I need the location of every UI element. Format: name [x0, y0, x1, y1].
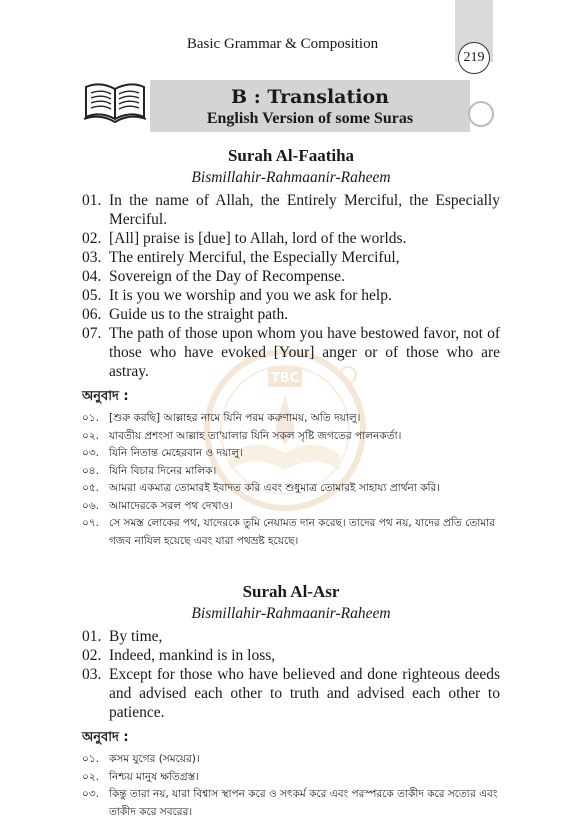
translation-number: ০৬.	[82, 499, 99, 512]
translation-item	[82, 428, 500, 446]
translation-text: যিনি নিতান্ত মেহেরবান ও দয়ালু।	[109, 447, 243, 459]
translation-text: কসম যুগের (সময়ের)।	[109, 753, 200, 765]
verse-list	[82, 191, 500, 381]
svg-text:TBC: TBC	[270, 371, 300, 386]
surah-title: Surah Al-Faatiha	[227, 146, 355, 165]
verse-text: It is you we worship and you we ask for help.	[109, 287, 392, 304]
verse-item	[82, 229, 500, 248]
verse-text: Except for those who have believed and done righteous deeds and advised each other to truth and advised each other to patience.	[109, 666, 500, 721]
verse-text: Sovereign of the Day of Recompense.	[109, 268, 345, 285]
translation-list	[82, 751, 500, 821]
translation-number: ০১.	[82, 753, 99, 765]
verse-text: Indeed, mankind is in loss,	[109, 647, 276, 664]
translation-number: ০১.	[82, 412, 99, 424]
verse-text: In the name of Allah, the Entirely Merciful, the Especially Merciful.	[109, 192, 500, 228]
section-subtitle: English Version of some Suras	[206, 110, 414, 127]
translation-number: ০৩.	[82, 447, 99, 459]
translation-text: [শুরু করছি] আল্লাহর নামে যিনি পরম করুণাময়, অতি দয়ালু।	[109, 412, 361, 424]
verse-item	[82, 267, 500, 286]
translation-text: যিনি বিচার দিনের মালিক।	[109, 464, 217, 477]
verse-text: The path of those upon whom you have bestowed favor, not of those who have evoked [Your] anger or of those who are astray.	[109, 325, 500, 380]
translation-item	[82, 445, 500, 463]
translation-heading: অনুবাদ :	[82, 730, 129, 745]
running-header: Basic Grammar & Composition	[186, 36, 379, 52]
translation-number: ০২.	[82, 770, 99, 783]
translation-number: ০২.	[82, 429, 99, 442]
bismillah-line: Bismillahir-Rahmaanir-Raheem	[191, 169, 391, 186]
verse-number: 03.	[82, 249, 102, 266]
verse-item	[82, 191, 500, 229]
verse-number: 01.	[82, 192, 102, 209]
verse-text: [All] praise is [due] to Allah, lord of the worlds.	[109, 230, 407, 247]
translation-text: কিন্তু তারা নয়, যারা বিশ্বাস স্থাপন করে ও সৎকর্ম করে এবং পরস্পরকে তাকীদ করে সত্যের এবং তাকীদ করে সবরের।	[109, 788, 498, 818]
translation-text: আমাদেরকে সরল পথ দেখাও।	[109, 499, 233, 512]
page-content	[82, 140, 500, 821]
open-book-icon	[82, 79, 148, 130]
verse-number: 07.	[82, 325, 102, 342]
verse-text: Guide us to the straight path.	[109, 306, 289, 323]
translation-item	[82, 410, 500, 428]
translation-text: সে সমস্ত লোকের পথ, যাদেরকে তুমি নেয়ামত দান করেছ। তাদের পথ নয়, যাদের প্রতি তোমার গজব নাযিল হয়েছে এবং যারা পথভ্রষ্ট হয়েছে।	[109, 517, 495, 547]
verse-number: 02.	[82, 230, 102, 247]
translation-item	[82, 480, 500, 498]
translation-number: ০৭.	[82, 517, 99, 529]
surah-title: Surah Al-Asr	[242, 582, 340, 601]
translation-list	[82, 410, 500, 550]
verse-item	[82, 286, 500, 305]
translation-text: যাবতীয় প্রশংসা আল্লাহ তা'য়ালার যিনি সকল সৃষ্টি জগতের পালনকর্তা।	[109, 429, 402, 442]
bismillah-line: Bismillahir-Rahmaanir-Raheem	[191, 605, 391, 622]
verse-item	[82, 646, 500, 665]
verse-item	[82, 665, 500, 722]
verse-list	[82, 627, 500, 722]
verse-number: 03.	[82, 666, 102, 683]
translation-number: ০৫.	[82, 482, 99, 494]
verse-item	[82, 627, 500, 646]
verse-number: 05.	[82, 287, 102, 304]
verse-number: 04.	[82, 268, 102, 285]
translation-text: নিশ্চয় মানুষ ক্ষতিগ্রস্ত।	[109, 770, 199, 783]
section-title: B : Translation	[231, 86, 389, 108]
banner-circle-ornament	[468, 101, 494, 127]
translation-item	[82, 769, 500, 787]
verse-item	[82, 305, 500, 324]
verse-text: The entirely Merciful, the Especially Merciful,	[109, 249, 400, 266]
verse-number: 01.	[82, 628, 102, 645]
translation-number: ০৪.	[82, 464, 99, 477]
translation-number: ০৩.	[82, 788, 99, 800]
translation-heading: অনুবাদ :	[82, 389, 129, 404]
verse-text: By time,	[109, 628, 163, 645]
translation-text: আমরা একমাত্র তোমারই ইবাদত করি এবং শুধুমাত্র তোমারই সাহায্য প্রার্থনা করি।	[109, 482, 441, 494]
page-number: 219	[458, 42, 490, 74]
verse-item	[82, 324, 500, 381]
translation-item	[82, 751, 500, 769]
translation-item	[82, 498, 500, 516]
verse-number: 02.	[82, 647, 102, 664]
verse-item	[82, 248, 500, 267]
translation-item	[82, 786, 500, 821]
verse-number: 06.	[82, 306, 102, 323]
translation-item	[82, 463, 500, 481]
translation-item	[82, 515, 500, 550]
